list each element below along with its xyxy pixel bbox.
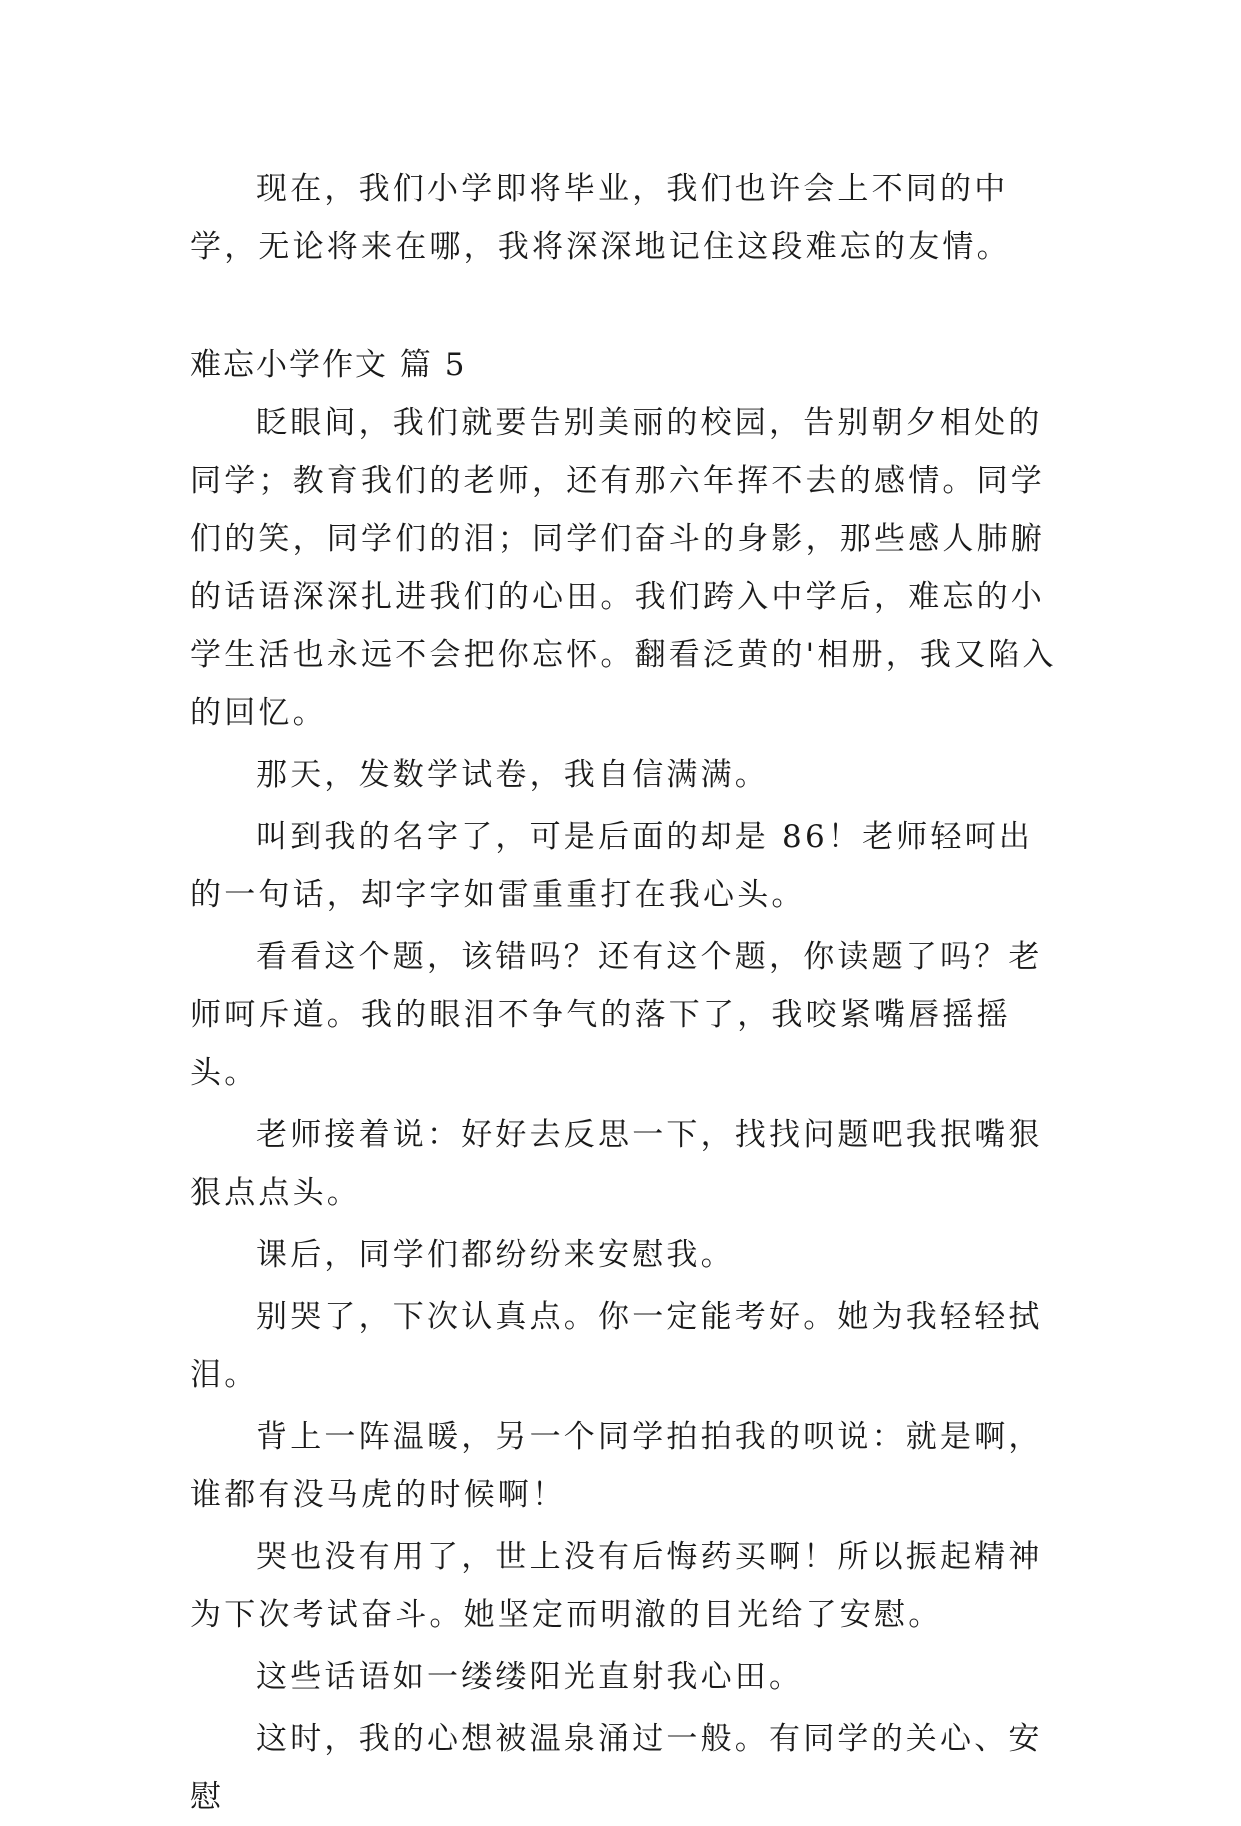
paragraph: 那天，发数学试卷，我自信满满。 bbox=[256, 757, 769, 793]
paragraph: 老师接着说：好好去反思一下，找找问题吧我抿嘴狠狠点点头。 bbox=[190, 1117, 1043, 1211]
paragraph: 这时，我的心想被温泉涌过一般。有同学的关心、安慰 bbox=[190, 1721, 1043, 1815]
paragraph: 看看这个题，该错吗？还有这个题，你读题了吗？老师呵斥道。我的眼泪不争气的落下了，我咬紧嘴唇摇摇头。 bbox=[190, 939, 1043, 1091]
paragraph: 哭也没有用了，世上没有后悔药买啊！所以振起精神为下次考试奋斗。她坚定而明澈的目光给了安慰。 bbox=[190, 1539, 1043, 1633]
paragraph: 背上一阵温暖，另一个同学拍拍我的呗说：就是啊，谁都有没马虎的时候啊！ bbox=[190, 1419, 1043, 1513]
paragraph: 课后，同学们都纷纷来安慰我。 bbox=[256, 1237, 735, 1273]
paragraph: 这些话语如一缕缕阳光直射我心田。 bbox=[256, 1659, 804, 1695]
document-page bbox=[190, 160, 1060, 1826]
paragraph: 叫到我的名字了，可是后面的却是 86！老师轻呵出的一句话，却字字如雷重重打在我心头。 bbox=[190, 819, 1034, 913]
intro-paragraph: 现在，我们小学即将毕业，我们也许会上不同的中学，无论将来在哪，我将深深地记住这段难忘的友情。 bbox=[190, 171, 1011, 265]
section-title: 难忘小学作文 篇 5 bbox=[190, 347, 467, 383]
section-spacer bbox=[190, 276, 1060, 336]
paragraph: 别哭了，下次认真点。你一定能考好。她为我轻轻拭泪。 bbox=[190, 1299, 1043, 1393]
paragraph: 眨眼间，我们就要告别美丽的校园，告别朝夕相处的同学；教育我们的老师，还有那六年挥不去的感情。同学们的笑，同学们的泪；同学们奋斗的身影，那些感人肺腑的话语深深扎进我们的心田。我们跨入中学后，难忘的小学生活也永远不会把你忘怀。翻看泛黄的'相册，我又陷入的回忆。 bbox=[190, 405, 1057, 731]
